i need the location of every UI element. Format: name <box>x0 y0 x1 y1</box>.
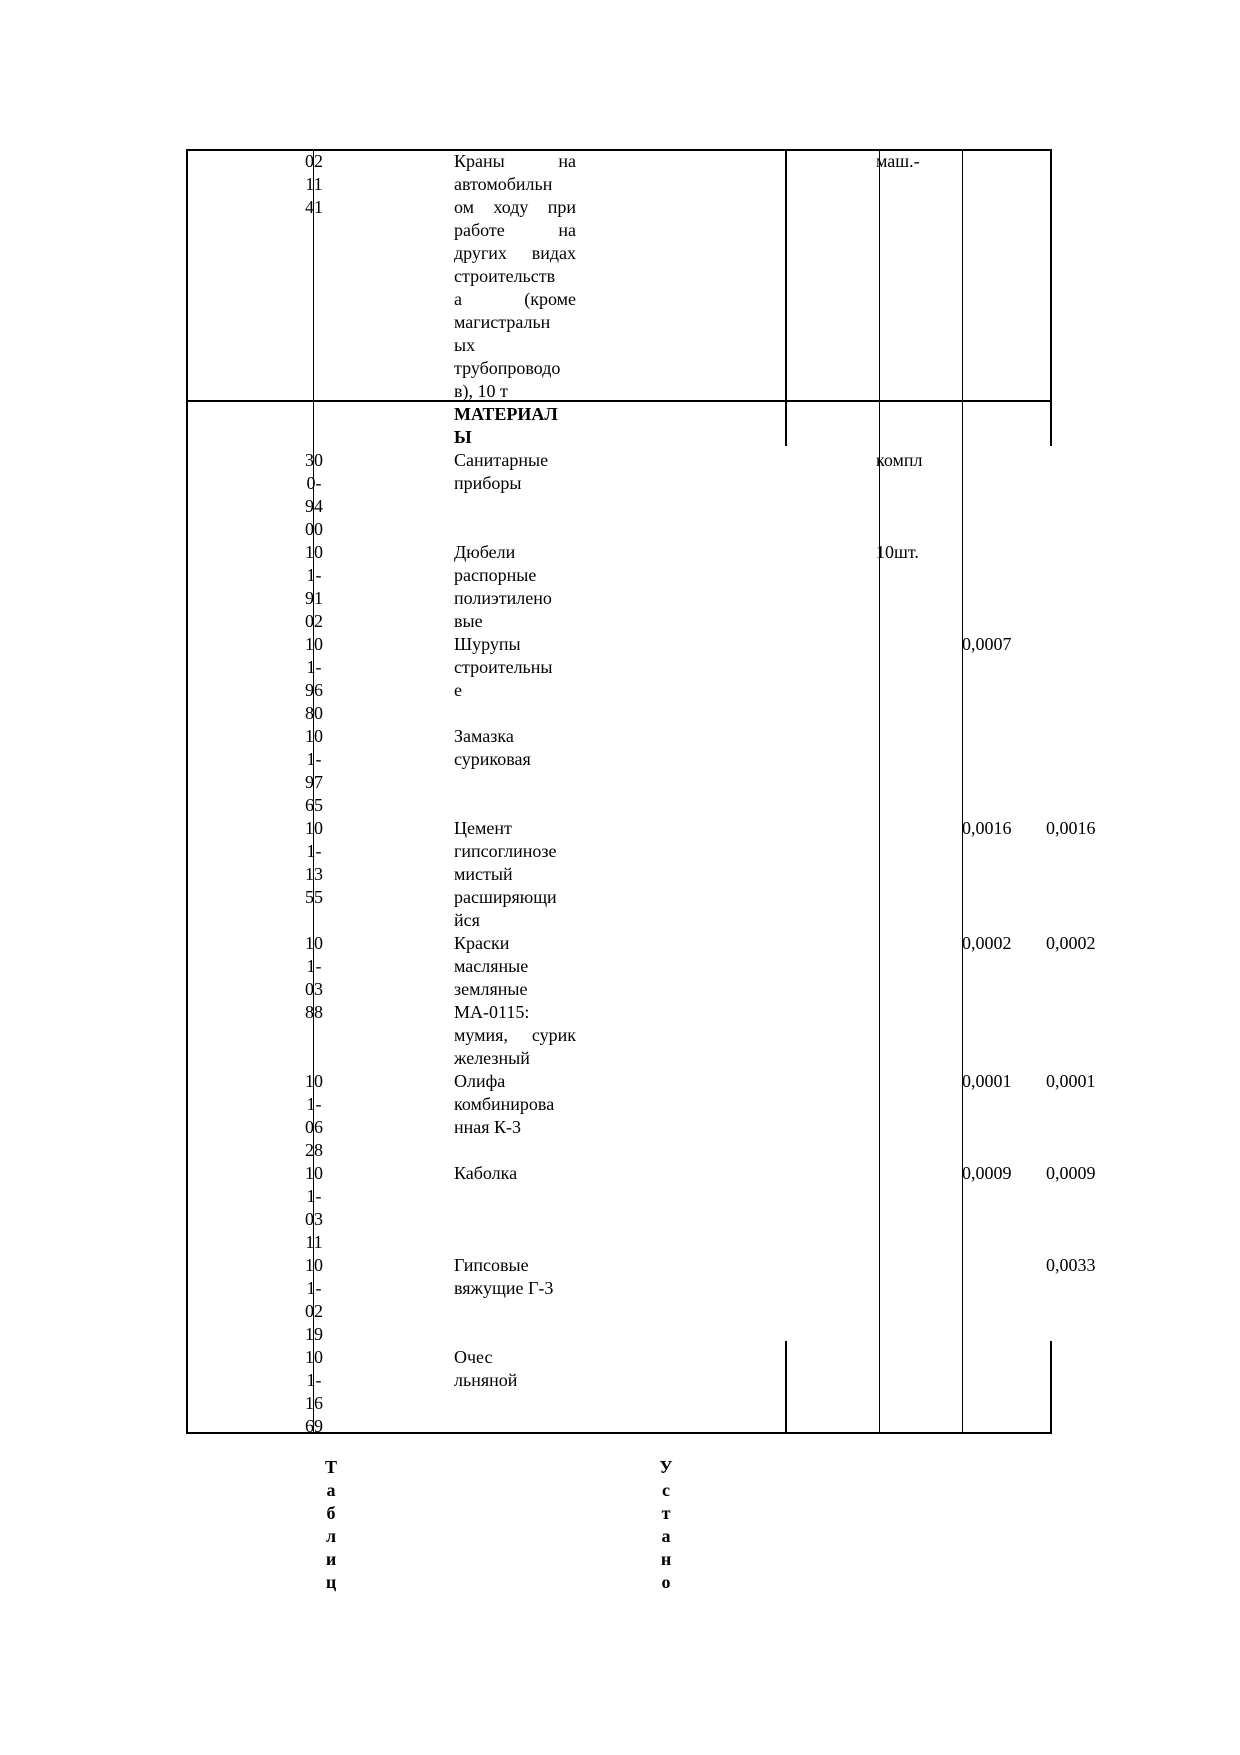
item-code: 11 <box>305 174 323 194</box>
item-name: МА-0115: <box>454 1002 530 1022</box>
item-name: Очес <box>454 1347 493 1367</box>
item-name: магистральн <box>454 312 551 332</box>
item-code: 10 <box>305 726 323 746</box>
item-code: 1- <box>306 749 322 769</box>
item-code: 10 <box>305 542 323 562</box>
item-value: 0,0016 <box>962 818 1012 838</box>
item-name: комбинирова <box>454 1094 555 1114</box>
column-line-2-lower <box>785 1341 787 1434</box>
item-code: 1- <box>306 1278 322 1298</box>
item-value: 0,0016 <box>1046 818 1096 838</box>
item-code: 88 <box>305 1002 323 1022</box>
item-code: 1- <box>306 1094 322 1114</box>
item-code: 55 <box>305 887 323 907</box>
item-code: 13 <box>305 864 323 884</box>
item-name: е <box>454 680 462 700</box>
item-code: 1- <box>306 1370 322 1390</box>
footer-left-letter: ц <box>325 1572 337 1592</box>
item-name: Гипсовые <box>454 1255 529 1275</box>
item-value: 0,0002 <box>962 933 1012 953</box>
item-code: 91 <box>305 588 323 608</box>
item-code: 1- <box>306 657 322 677</box>
item-name: автомобильн <box>454 174 553 194</box>
item-name: Замазка <box>454 726 514 746</box>
item-code: 16 <box>305 1393 323 1413</box>
item-name: вые <box>454 611 483 631</box>
item-name: Каболка <box>454 1163 518 1183</box>
item-name: ом ходу при <box>454 197 576 217</box>
item-code: 65 <box>305 795 323 815</box>
item-code: 28 <box>305 1140 323 1160</box>
item-name: гипсоглинозе <box>454 841 557 861</box>
item-name: в), 10 т <box>454 381 508 401</box>
footer-left-letter: Т <box>324 1457 337 1477</box>
item-code: 10 <box>305 1071 323 1091</box>
item-name: вяжущие Г-3 <box>454 1278 554 1298</box>
table-divider-1 <box>186 400 1051 402</box>
item-code: 03 <box>305 1209 323 1229</box>
item-name: Олифа <box>454 1071 506 1091</box>
item-name: работе на <box>454 220 576 240</box>
footer-left-letter: л <box>325 1526 337 1546</box>
item-name: масляные <box>454 956 529 976</box>
item-value: 0,0033 <box>1046 1255 1096 1275</box>
item-name: Шурупы <box>454 634 521 654</box>
table-border-left <box>186 149 188 1434</box>
item-code: 0- <box>306 473 322 493</box>
table-border-right <box>1050 149 1052 446</box>
footer-left-letter: а <box>326 1480 336 1500</box>
item-name: приборы <box>454 473 522 493</box>
section-heading: Ы <box>454 427 472 447</box>
item-code: 80 <box>305 703 323 723</box>
item-name: ых <box>454 335 476 355</box>
item-code: 10 <box>305 933 323 953</box>
item-name: трубопроводо <box>454 358 561 378</box>
column-line-2 <box>785 149 787 446</box>
footer-left-letter: б <box>326 1503 336 1523</box>
item-name: Дюбели <box>454 542 516 562</box>
item-value: 0,0001 <box>1046 1071 1096 1091</box>
item-code: 02 <box>305 1301 323 1321</box>
column-line-4 <box>962 149 963 1434</box>
item-name: других видах <box>454 243 576 263</box>
item-name: полиэтилено <box>454 588 552 608</box>
footer-right-letter: о <box>661 1572 671 1592</box>
footer-right-letter: н <box>660 1549 672 1569</box>
item-value: 0,0007 <box>962 634 1012 654</box>
item-code: 1- <box>306 841 322 861</box>
item-code: 10 <box>305 1163 323 1183</box>
item-value: 0,0002 <box>1046 933 1096 953</box>
item-name: Цемент <box>454 818 512 838</box>
item-name: а (кроме <box>454 289 576 309</box>
item-code: 19 <box>305 1324 323 1344</box>
item-unit: маш.- <box>876 151 920 171</box>
item-name: распорные <box>454 565 537 585</box>
item-name: строительны <box>454 657 553 677</box>
item-code: 02 <box>305 151 323 171</box>
item-name: земляные <box>454 979 528 999</box>
item-unit: компл <box>876 450 923 470</box>
item-unit: 10шт. <box>876 542 919 562</box>
footer-right-letter: т <box>661 1503 671 1523</box>
item-name: нная К-3 <box>454 1117 522 1137</box>
column-line-3 <box>879 149 880 1434</box>
item-code: 1- <box>306 565 322 585</box>
item-code: 1- <box>306 1186 322 1206</box>
item-name: мистый <box>454 864 513 884</box>
item-name: Санитарные <box>454 450 549 470</box>
item-code: 11 <box>305 1232 323 1252</box>
item-name: мумия, сурик <box>454 1025 576 1045</box>
item-name: Краны на <box>454 151 576 171</box>
item-code: 1- <box>306 956 322 976</box>
table-border-right-lower <box>1050 1341 1052 1434</box>
item-code: 10 <box>305 818 323 838</box>
footer-right-letter: У <box>659 1457 673 1477</box>
item-code: 30 <box>305 450 323 470</box>
item-code: 02 <box>305 611 323 631</box>
footer-right-letter: а <box>661 1526 671 1546</box>
item-name: Краски <box>454 933 510 953</box>
item-code: 96 <box>305 680 323 700</box>
item-code: 94 <box>305 496 323 516</box>
footer-left-letter: и <box>325 1549 337 1569</box>
section-heading: МАТЕРИАЛ <box>454 404 558 424</box>
item-code: 00 <box>305 519 323 539</box>
item-code: 06 <box>305 1117 323 1137</box>
item-name: льняной <box>454 1370 518 1390</box>
item-name: расширяющи <box>454 887 557 907</box>
item-value: 0,0001 <box>962 1071 1012 1091</box>
item-name: йся <box>454 910 480 930</box>
footer-right-letter: с <box>662 1480 670 1500</box>
item-name: строительств <box>454 266 556 286</box>
item-code: 10 <box>305 634 323 654</box>
item-code: 10 <box>305 1347 323 1367</box>
item-name: суриковая <box>454 749 531 769</box>
item-value: 0,0009 <box>962 1163 1012 1183</box>
item-code: 10 <box>305 1255 323 1275</box>
item-name: железный <box>454 1048 530 1068</box>
item-code: 69 <box>305 1416 323 1436</box>
item-code: 41 <box>305 197 323 217</box>
item-value: 0,0009 <box>1046 1163 1096 1183</box>
item-code: 03 <box>305 979 323 999</box>
item-code: 97 <box>305 772 323 792</box>
